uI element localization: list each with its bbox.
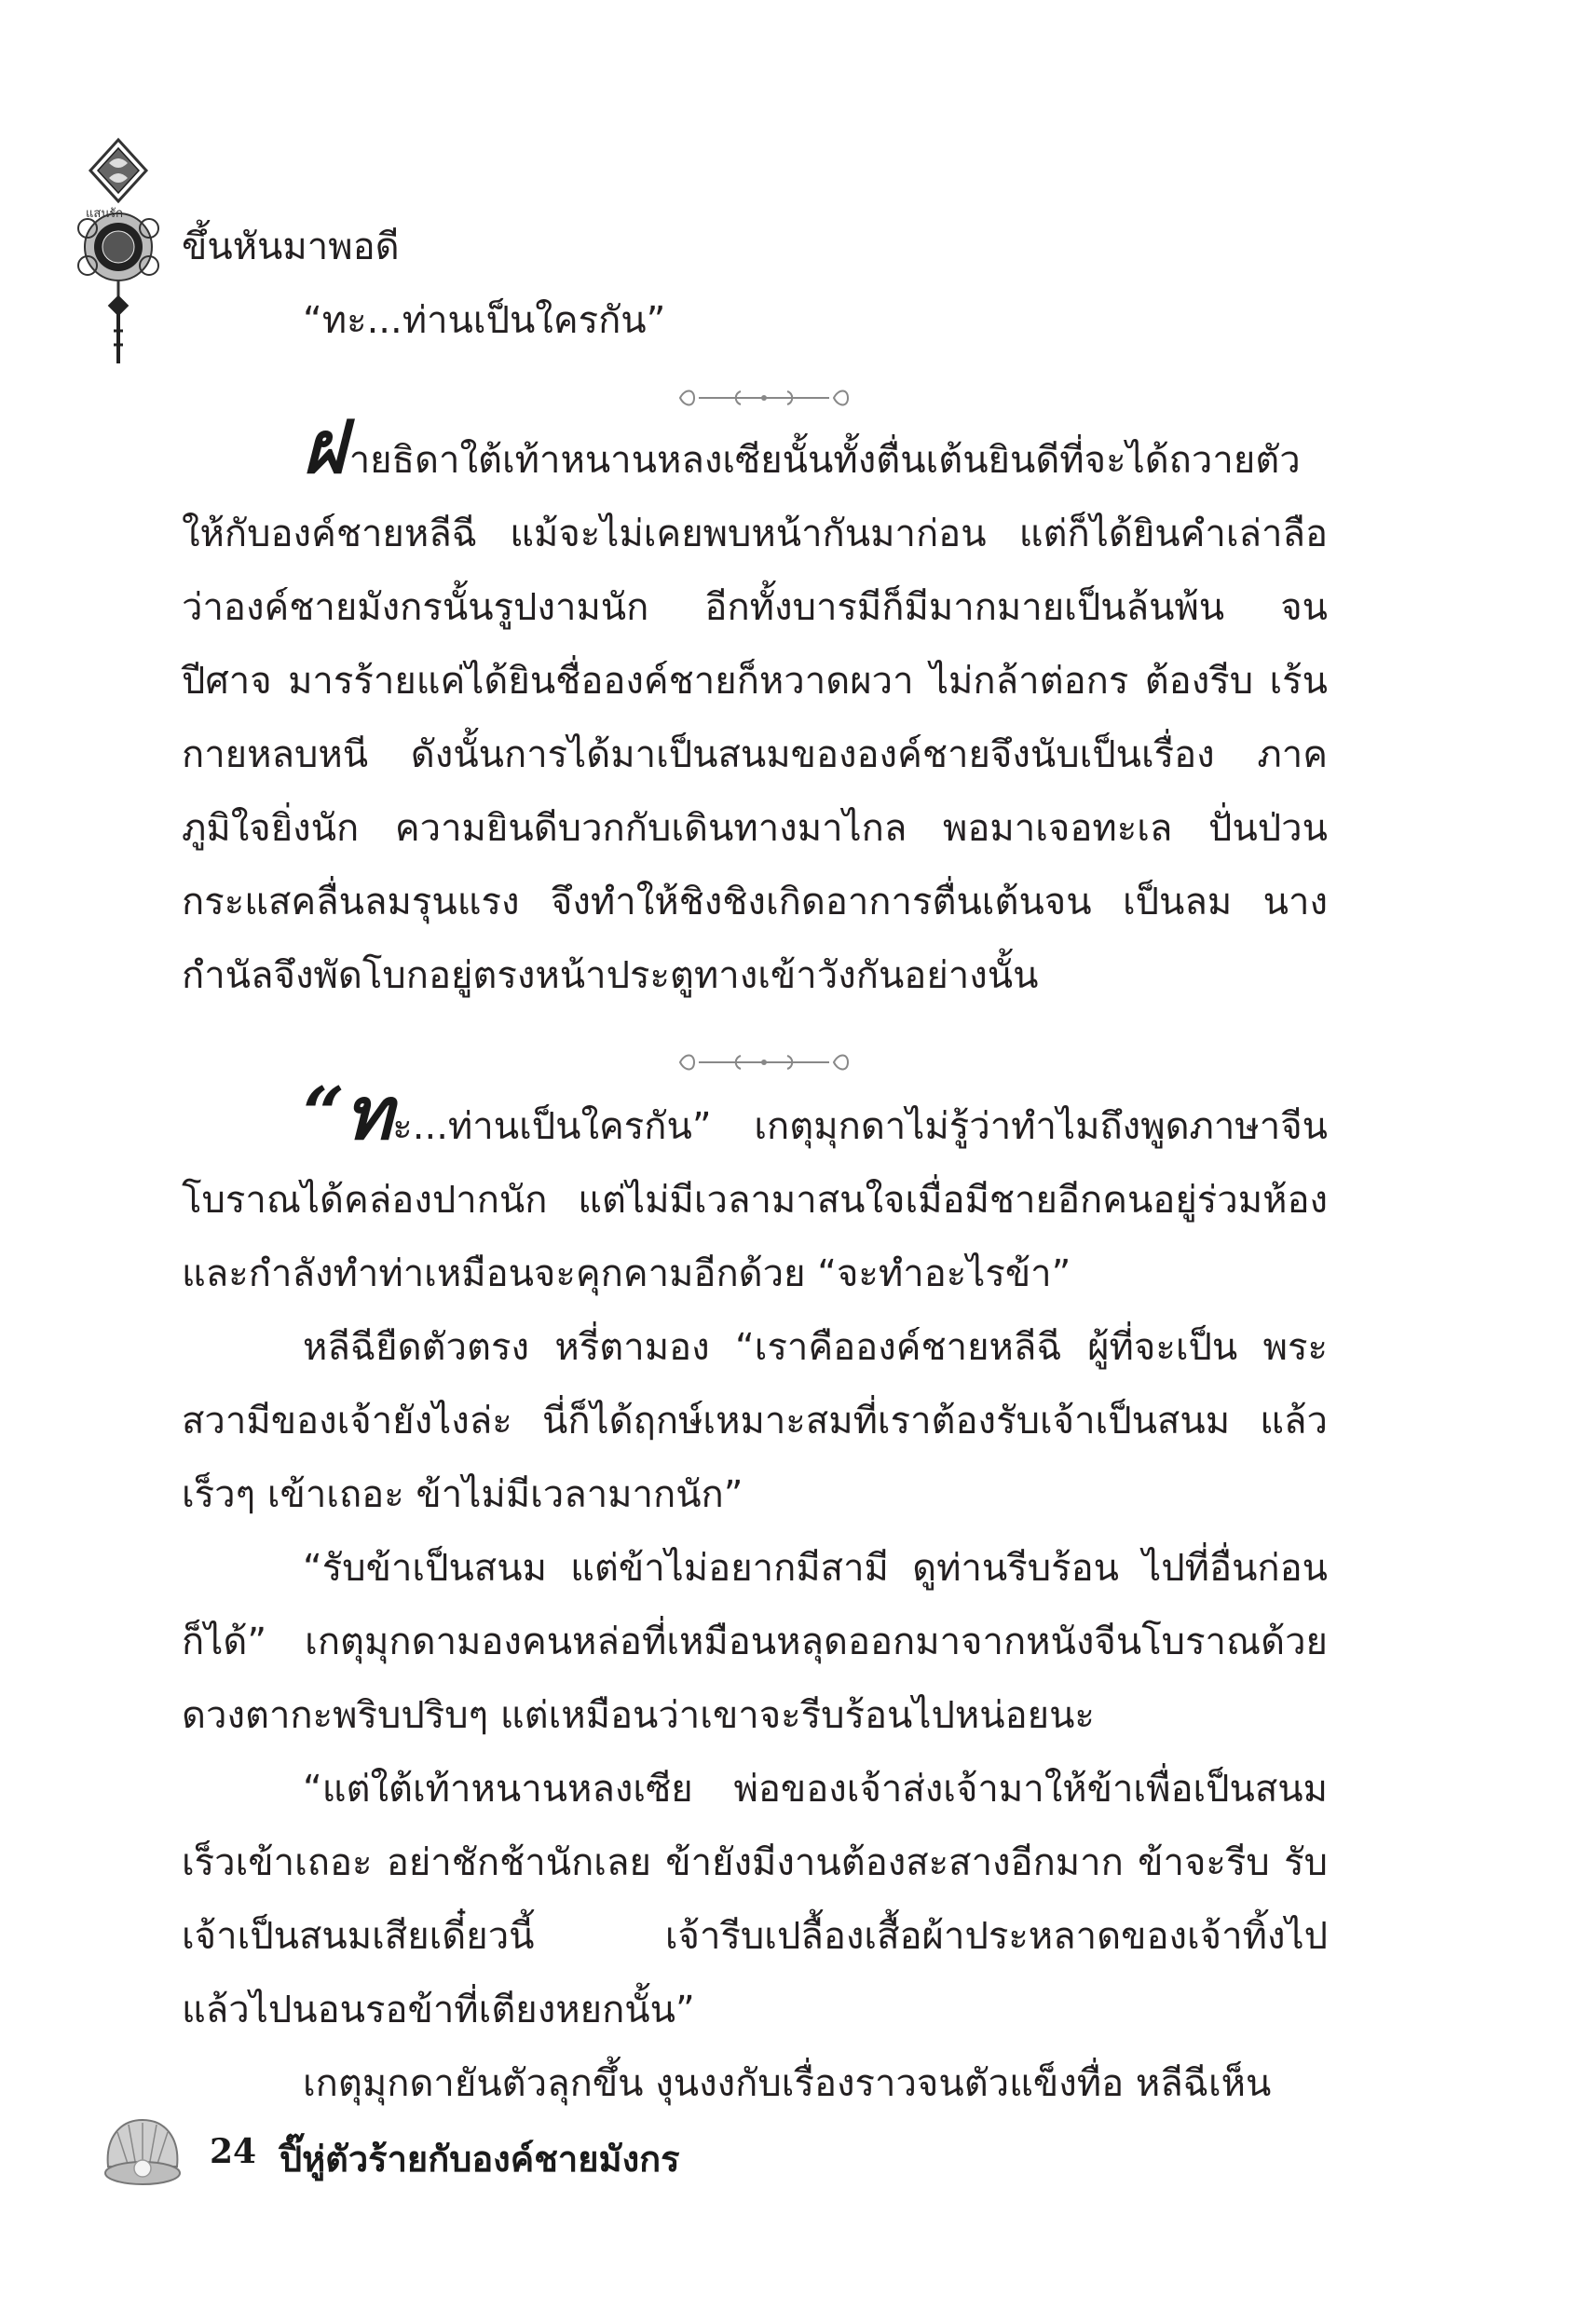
section-2 [182,1072,1328,2121]
paragraph: “แต่ใต้เท้าหนานหลงเซีย พ่อของเจ้าส่งเจ้ามาให้ข้าเพื่อเป็นสนม เร็วเข้าเถอะ อย่าชักช้านักเลย ข้ายังมีงานต้องสะสางอีกมาก ข้าจะรีบ รับเจ้าเป็นสนมเสียเดี๋ยวนี้ เจ้ารีบเปลื้องเสื้อผ้าประหลาดของเจ้าทิ้งไป แล้วไปนอนรอข้าที่เตียงหยกนั้น” [182,1768,1328,2031]
drop-cap: “ท [303,1072,393,1156]
paragraph: “รับข้าเป็นสนม แต่ข้าไม่อยากมีสามี ดูท่านรีบร้อน ไปที่อื่นก่อน ก็ได้” เกตุมุกดามองคนหล่อที่เหมือนหลุดออกมาจากหนังจีนโบราณด้วย ดวงตากะพริบปริบๆ แต่เหมือนว่าเขาจะรีบร้อนไปหน่อยนะ [182,1547,1328,1737]
logo-label: แสนรัก [86,207,124,221]
section-1-paragraph [182,405,1328,1013]
paragraph: เกตุมุกดายันตัวลุกขึ้น งุนงงกับเรื่องราวจนตัวแข็งทื่อ หลีฉีเห็น [303,2062,1272,2105]
section-1 [182,405,1328,1013]
shell-pearl-icon [101,2115,184,2195]
ornamental-divider-icon [671,1048,857,1076]
paragraph: หลีฉียืดตัวตรง หรี่ตามอง “เราคือองค์ชายหลีฉี ผู้ที่จะเป็น พระสวามีของเจ้ายังไงล่ะ นี่ก็ได้ฤกษ์เหมาะสมที่เราต้องรับเจ้าเป็นสนม แล้ว เร็วๆ เข้าเถอะ ข้าไม่มีเวลามากนัก” [182,1326,1328,1516]
section-2-first-text: ะ...ท่านเป็นใครกัน” เกตุมุกดาไม่รู้ว่าทำไมถึงพูดภาษาจีน โบราณได้คล่องปากนัก แต่ไม่มีเวลามาสนใจเมื่อมีชายอีกคนอยู่ร่วมห้อง และกำลังทำท่าเหมือนจะคุกคามอีกด้วย “จะทำอะไรข้า” [182,1105,1328,1295]
page-number: 24 [210,2132,257,2171]
ornamental-divider-icon [671,384,857,412]
dialogue-line: “ทะ...ท่านเป็นใครกัน” [303,299,666,342]
drop-cap: ฝ [303,405,346,490]
publisher-emblem-icon [67,135,170,373]
page-top-text [182,211,1328,358]
book-title: ปิ๊หู่ตัวร้ายกับองค์ชายมังกร [280,2138,680,2180]
continuation-line: ขึ้นหันมาพอดี [182,226,400,268]
section-1-text: ่ายธิดาใต้เท้าหนานหลงเซียนั้นทั้งตื่นเต้นยินดีที่จะได้ถวายตัว ให้กับองค์ชายหลีฉี แม้จะไม่เคยพบหน้ากันมาก่อน แต่ก็ได้ยินคำเล่าลือ ว่าองค์ชายมังกรนั้นรูปงามนัก อีกทั้งบารมีก็มีมากมายเป็นล้นพ้น จน ปีศาจ มารร้ายแค่ได้ยินชื่อองค์ชายก็หวาดผวา ไม่กล้าต่อกร ต้องรีบ เร้นกายหลบหนี ดังนั้นการได้มาเป็นสนมขององค์ชายจึงนับเป็นเรื่อง ภาคภูมิใจยิ่งนัก ความยินดีบวกกับเดินทางมาไกล พอมาเจอทะเล ปั่นป่วน กระแสคลื่นลมรุนแรง จึงทำให้ชิงชิงเกิดอาการตื่นเต้นจน เป็นลม นางกำนัลจึงพัดโบกอยู่ตรงหน้าประตูทางเข้าวังกันอย่างนั้น [182,439,1328,997]
section-2-first-paragraph [182,1072,1328,1311]
